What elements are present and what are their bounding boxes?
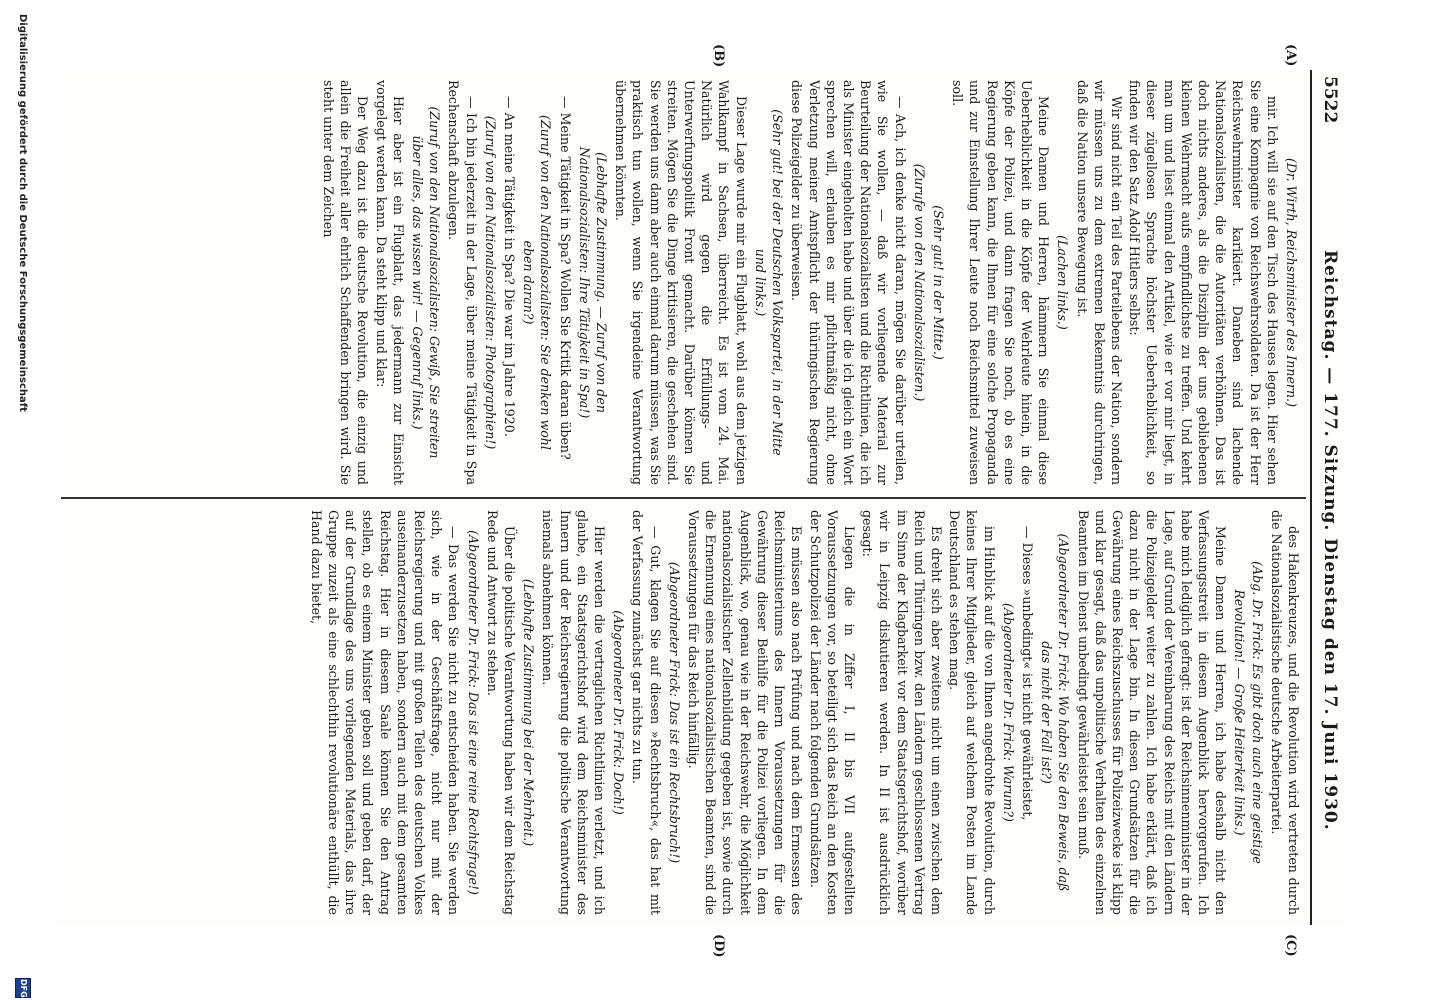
paragraph: — Meine Tätigkeit in Spa? Wollen Sie Kritik daran üben? <box>557 96 573 460</box>
interjection: (Zurufe von den Nationalsozialisten.) <box>911 163 927 402</box>
paragraph: — Das werden Sie nicht zu entscheiden haben. Sie werden sich, wie in der Geschäftsfrage, nicht nur mit der Reichsregierung und mit großen Teilen des deutschen Volkes auseinanderzusetzen haben, sondern auch mit dem gesamten Reichstag. Hier in diesem Saale können Sie den Antrag stellen, ob es einem Minister geben soll und geben darf, der auf der Grundlage des uns vorliegenden Materials, das ihre Gruppe zuzeit als eine schlechthin revolutionäre enthüllt, die Hand dazu bietet, <box>308 510 462 915</box>
interjection: (Zuruf von den Nationalsozialisten: Photographien!) <box>482 115 498 450</box>
paragraph: — An meine Tätigkeit in Spa? Die war im Jahre 1920. <box>502 96 518 437</box>
paragraph: Dieser Lage wurde mir ein Flugblatt, wohl aus dem jetzigen Wahlkampf in Sachsen, überreicht. Es ist vom 24. Mai. Natürlich wird gegen die Erfüllungs- und Unterwerfungspolitik Front gemacht. Darüber können Sie streiten. Mögen Sie die Dinge kritisieren, die geschehen sind. Sie werden uns dann aber auch einmal darum müssen, was Sie praktisch tun wollen, wenn Sie irgendeine Verantwortung übernehmen könnten. <box>613 80 749 485</box>
dfg-logo: DFG <box>15 978 31 998</box>
interjection: (Abgeordneter Dr. Frick: Wo haben Sie den Beweis, daß das nicht der Fall ist?) <box>1039 533 1072 892</box>
interjection: (Abgeordneter Frick: Das ist ein Rechtsbruch!) <box>666 561 682 864</box>
interjection: (Lebhafte Zustimmung bei der Mehrheit.) <box>521 578 537 847</box>
paragraph: — Gut, klagen Sie auf diesen »Rechtsbruch«, das hat mit der Verfassung zunächst gar nichts zu tun. <box>630 510 663 915</box>
margin-mark-b: (B) <box>711 44 726 68</box>
margin-mark-c: (C) <box>1283 934 1298 957</box>
paragraph: des Hakenkreuzes, und die Revolution wird vertreten durch die Nationalsozialistische deutsche Arbeiterpartei. <box>1268 510 1301 915</box>
interjection: (Dr. Wirth, Reichsminister des Innern.) <box>1284 158 1299 407</box>
margin-mark-a: (A) <box>1283 44 1298 67</box>
paragraph: Liegen die in Ziffer I, II bis VII aufgestellten Voraussetzungen vor, so beteiligt sich das Reich an den Kosten der Schutzpolizei der Länder nach folgenden Grundsätzen. <box>807 510 857 915</box>
paragraph: — Ach, ich denke nicht daran, mögen Sie darüber urteilen, wie Sie wollen, — daß wir vorliegende Material zur Beurteilung der Nationalsozialisten und die Richtlinien, die ich als Minister eingeholten habe und über die ich gleich ein Wort sprechen will, erlauben es mir pflichtmäßig nicht, ohne Verletzung meiner Amtspflicht der thüringischen Regierung diese Polizeigelder zu überweisen. <box>789 80 908 485</box>
paragraph: Es müssen also nach Prüfung und nach dem Ermessen des Reichsministeriums des Innern Voraussetzungen für die Gewährung dieser Beihilfe für die Polizei vorliegen. In dem Augenblick, wo, genau wie in der Reichswehr, die Möglichkeit nationalsozialistischer Zellenbildung gegeben ist, sowie durch die Ernennung eines nationalsozialistischen Beamten, sind die Voraussetzungen für das Reich hinfällig. <box>686 510 805 915</box>
right-text-column <box>62 510 1302 915</box>
paragraph: mir. Ich will sie auf den Tisch des Hauses legen. Hier sehen Sie eine Kompagnie von Reichswehrsoldaten. Da ist der Herr Reichswehrminister karikiert. Daneben sind lachende Nationalsozialisten, die die Autoritäten verhöhnen. Das ist doch nichts anderes, als die Disziplin der uns gebliebenen kleinen Wehrmacht aufs empfindlichste zu treffen. Und kehrt man um und liest einmal den Artikel, wie er vor mir liegt, in dieser zügellosen Sprache höchster Ueberheblichkeit, so finden wir den Satz Adolf Hitlers selbst: <box>1127 80 1280 485</box>
paragraph: Es dreht sich aber zweitens nicht um einen zwischen dem Reich und Thüringen bzw. den Ländern geschlossenen Vertrag im Sinne der Klagbarkeit vor dem Staatsgerichtshof, worüber wir in Leipzig diskutieren werden. In II ist ausdrücklich gesagt: <box>860 510 944 915</box>
interjection: (Abgeordneter Dr. Frick: Das ist eine reine Rechtsfrage!) <box>465 530 481 895</box>
interjection: (Sehr gut! in der Mitte.) <box>930 205 946 360</box>
paragraph: Hier werden die vertraglichen Richtlinien verletzt, und ich glaube, ein Staatsgerichtshof wird dem Reichsminister des Innern und der Reichsregierung die politische Verantwortung niemals abnehmen können. <box>540 510 608 915</box>
page-title: Reichstag. — 177. Sitzung. Dienstag den 17. Juni 1930. <box>1320 250 1340 831</box>
paragraph: — Ich bin jederzeit in der Lage, über meine Tätigkeit in Spa Rechenschaft abzulegen. <box>446 80 479 485</box>
paragraph: Der Weg dazu ist die deutsche Revolution, die einzig und allein die Freiheit aller ehrlich Schaffenden bringen wird. Sie steht unter dem Zeichen <box>321 80 371 485</box>
interjection: (Abgeordneter Dr. Frick: Warum?) <box>1000 603 1016 822</box>
paragraph: Meine Damen und Herren, hämmern Sie einmal diese Ueberheblichkeit in die Köpfe der Wehrleute hinein, in die Köpfe der Polizei, und dann fragen Sie noch, ob es eine Regierung geben kann, die Ihnen für eine solche Propaganda und zur Einstellung Ihrer Leute noch Reichsmittel zuweisen soll. <box>950 80 1052 485</box>
interjection: (Lachen links.) <box>1055 235 1071 330</box>
paragraph: — Dieses »unbedingt« ist nicht gewährleistet, <box>1019 526 1035 821</box>
paragraph: im Hinblick auf die von Ihnen angedrohte Revolution, durch keines Ihrer Mitglieder, gleich auf welchem Posten im Lande Deutschland es stehen mag. <box>947 510 997 915</box>
header-rule <box>1310 70 1312 925</box>
interjection: (Abgeordneter Dr. Frick: Doch!) <box>611 610 627 815</box>
interjection: (Zuruf von den Nationalsozialisten: Gewiß, Sie streiten über alles, das wissen wir! — Gegenruf links.) <box>410 106 443 459</box>
interjection: (Zuruf von den Nationalsozialisten: Sie denken wohl eben daran?) <box>521 115 554 450</box>
paragraph: Über die politische Verantwortung haben wir dem Reichstag Rede und Antwort zu stehen. <box>484 510 518 915</box>
interjection: (Sehr gut! bei der Deutschen Volkspartei, in der Mitte und links.) <box>752 109 786 456</box>
page-header <box>1312 70 1346 925</box>
interjection: (Abg. Dr. Frick: Es gibt doch auch eine geistige Revolution! — Große Heiterkeit links.) <box>1232 561 1265 864</box>
paragraph: Meine Damen und Herren, ich habe deshalb nicht den Verfassungsstreit in diesem Augenblick hervorgerufen. Ich habe mich lediglich gefragt: ist der Reichsinnenminister in der Lage, auf Grund der Vereinbarung des Reichs mit den Ländern die Polizeigelder weiter zu zahlen. Ich habe erklärt, daß ich dazu nicht in der Lage bin. In diesen Grundsätzen für die Gewährung eines Reichszuschusses für Polizeizwecke ist klipp und klar gesagt, daß das unpolitische Verhalten des einzelnen Beamten im Dienst unbedingt gewährleistet sein muß. <box>1075 510 1229 915</box>
page-number: 5522 <box>1320 76 1340 124</box>
digitization-footer <box>8 0 34 1000</box>
margin-mark-d: (D) <box>711 934 726 958</box>
interjection: (Lebhafte Zustimmung. — Zuruf von den Nationalsozialisten: Ihre Tätigkeit in Spa!) <box>576 146 610 419</box>
funding-credit: Digitalisierung gefördert durch die Deutsche Forschungsgemeinschaft <box>17 14 28 412</box>
left-text-column <box>62 80 1302 485</box>
column-divider <box>61 497 1306 499</box>
document-page <box>56 44 1346 958</box>
paragraph: Hier aber ist ein Flugblatt, das jedermann zur Einsicht vorgelegt werden kann. Da steht klipp und klar: <box>373 80 406 485</box>
paragraph: Wir sind nicht ein Teil des Parteilebens der Nation, sondern wir müssen uns zu dem extremen Bekenntnis durchringen, daß die Nation unsere Bewegung ist. <box>1074 80 1124 485</box>
